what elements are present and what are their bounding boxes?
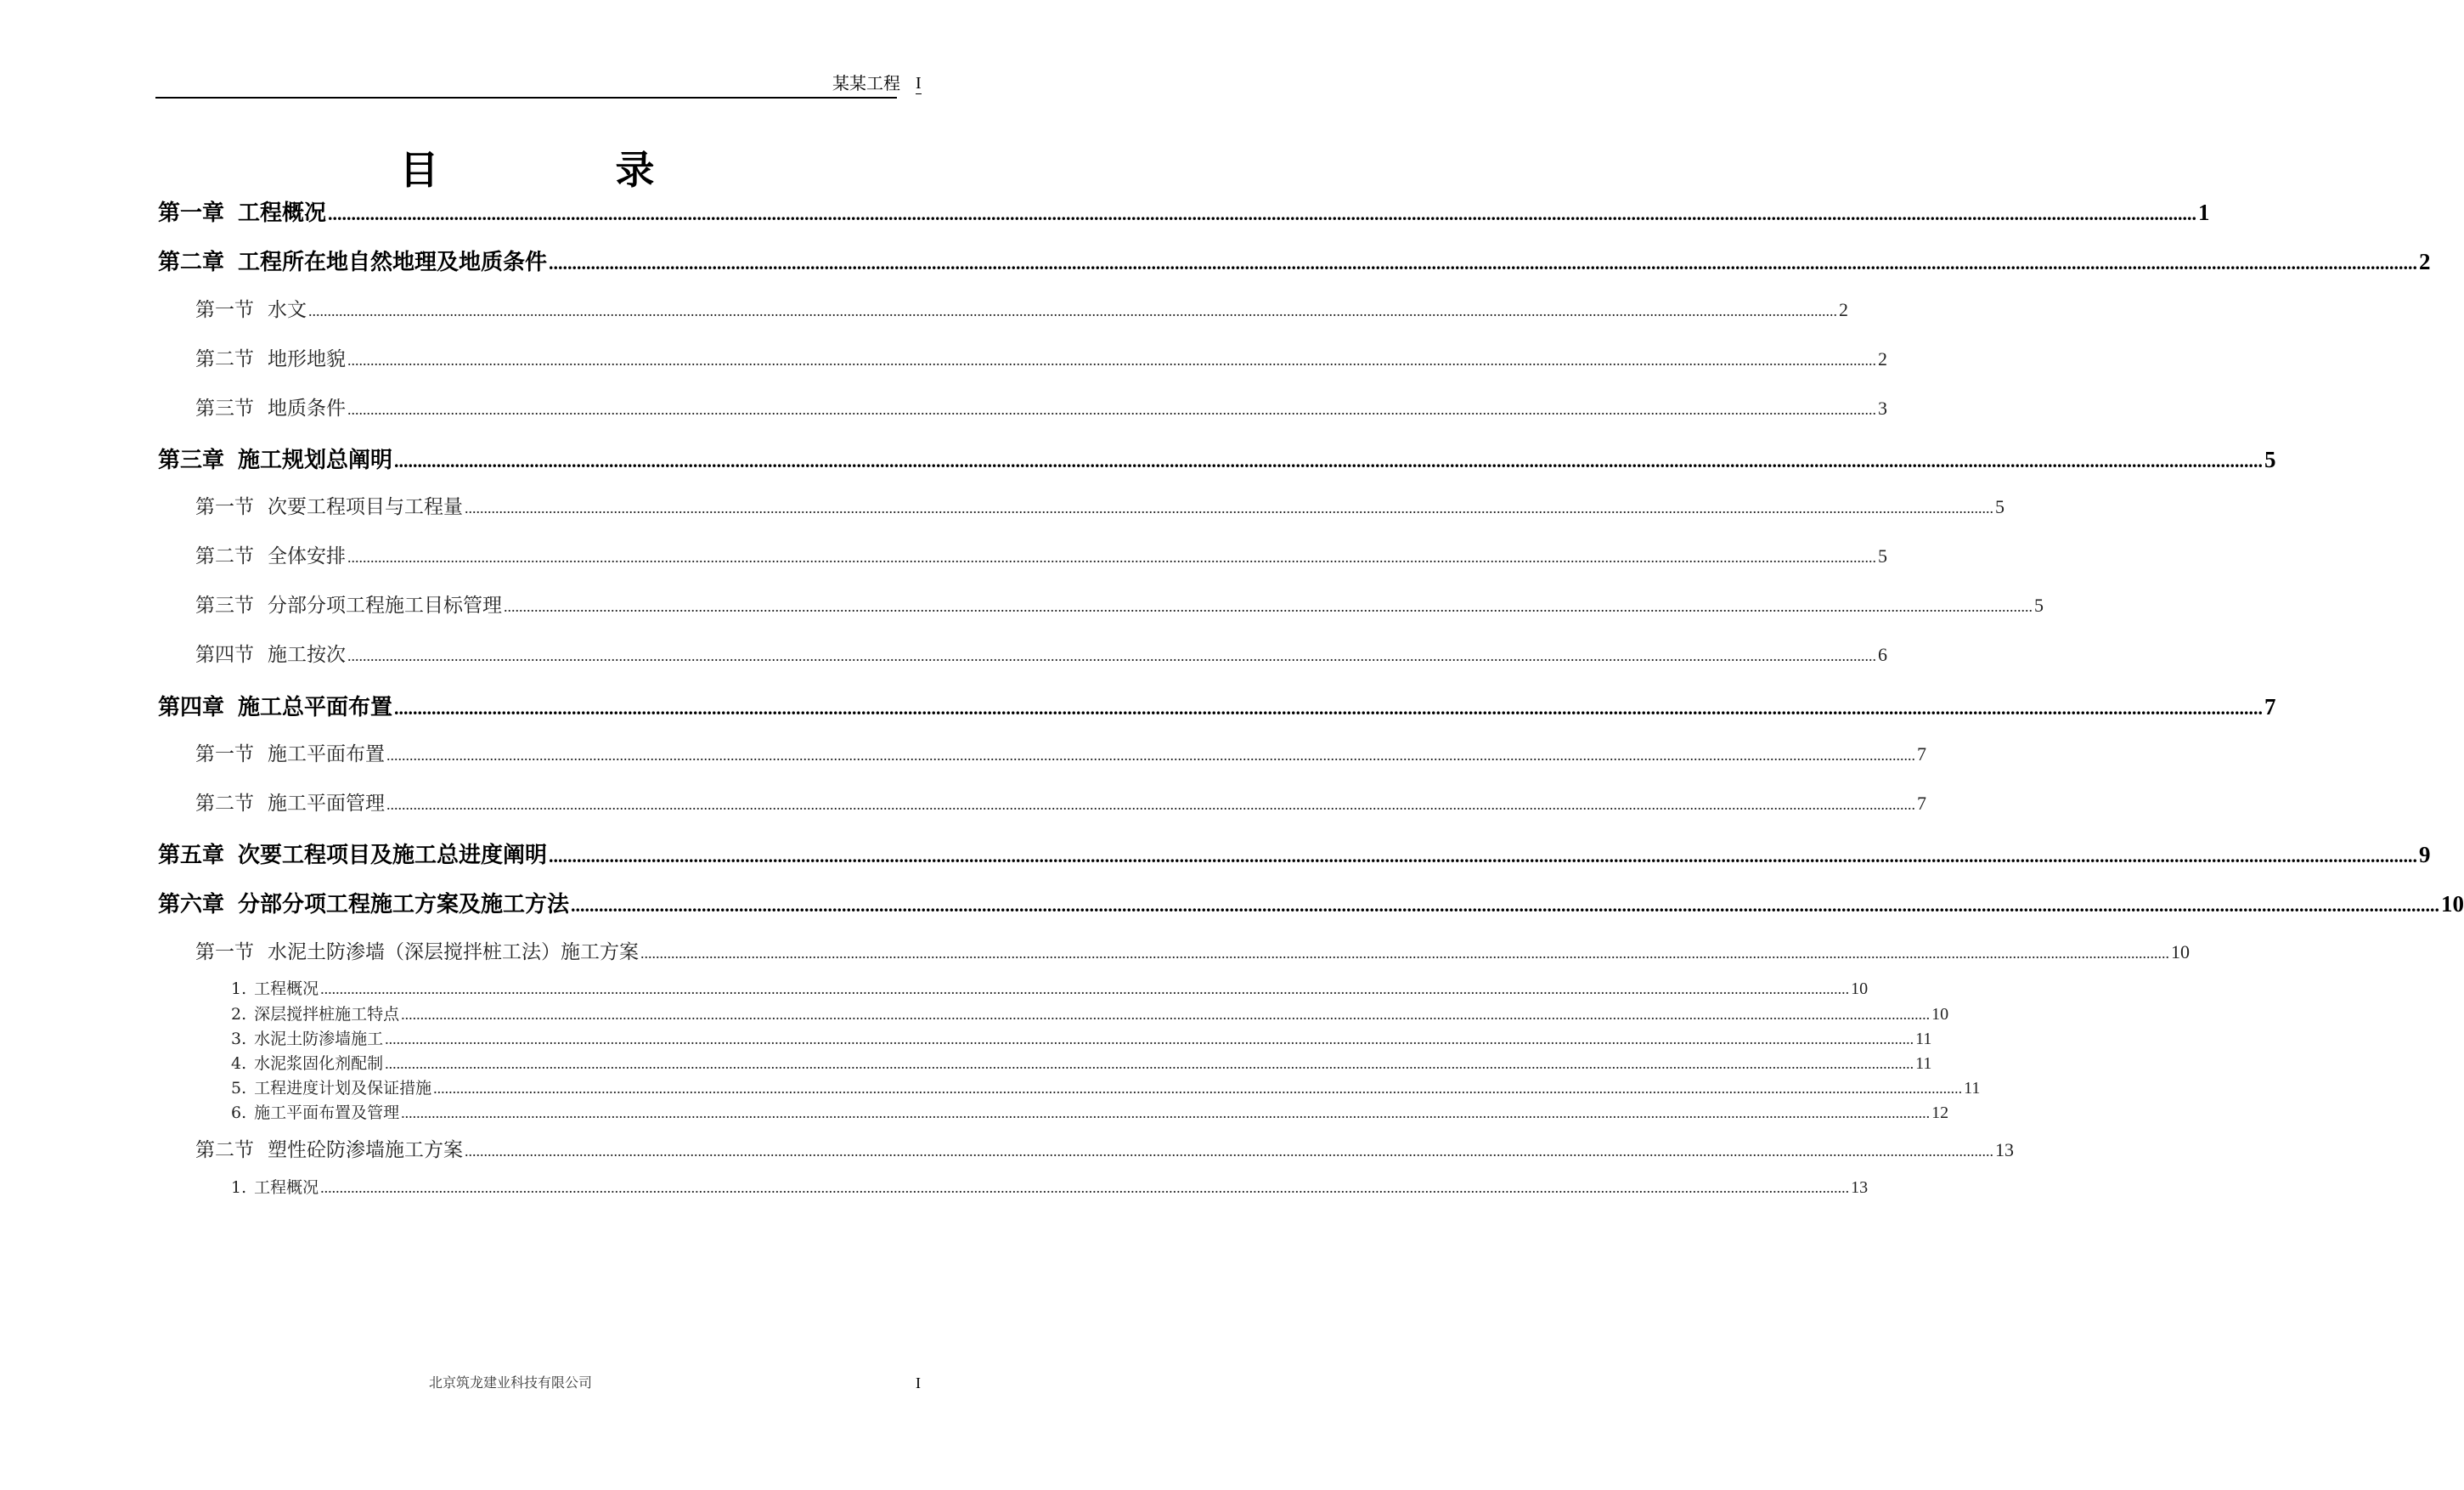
toc-entry-title: 工程进度计划及保证措施 — [254, 1079, 432, 1098]
toc-entry-page-number: 5 — [1995, 496, 2004, 517]
toc-entry-label — [195, 544, 346, 569]
toc-dot-leader: ................................................................................................................................................................................................................................................................................................................................................................................................................ — [386, 796, 1915, 813]
toc-entry-title: 工程概况 — [238, 200, 327, 226]
toc-dot-leader: ................................................................................................................................................................................................................................................................................................................................................................................................................ — [347, 352, 1876, 369]
toc-entry-page-number: 11 — [1915, 1054, 1932, 1073]
toc-entry[interactable] — [158, 692, 2276, 723]
toc-dot-leader: ................................................................................................................................................................................................................................................................................................................................................................................................................ — [433, 1080, 1963, 1097]
toc-entry-page-number: 11 — [1915, 1030, 1932, 1048]
toc-entry-prefix: 第二节 — [195, 348, 254, 370]
toc-entry-title: 地形地貌 — [268, 348, 346, 370]
toc-entry[interactable] — [195, 347, 1887, 373]
toc-entry-page-number: 10 — [2171, 941, 2190, 962]
toc-entry-label — [195, 297, 307, 323]
toc-entry[interactable] — [158, 445, 2276, 476]
toc-entry-prefix: 第二节 — [195, 545, 254, 567]
toc-entry-label — [195, 642, 346, 668]
toc-entry-title: 施工平面管理 — [268, 793, 385, 815]
toc-entry-page-number: 5 — [1878, 545, 1887, 567]
toc-dot-leader: ................................................................................................................................................................................................................................................................................................................................................................................................................ — [401, 1104, 1931, 1121]
toc-entry[interactable] — [195, 494, 2004, 521]
header-title: 某某工程 — [832, 73, 900, 93]
toc-entry-label — [195, 593, 502, 618]
toc-entry-prefix: 第五章 — [158, 843, 225, 868]
footer-page-number: I — [916, 1374, 921, 1391]
toc-entry-prefix: 第三章 — [158, 448, 225, 473]
toc-entry-page-number: 12 — [1931, 1103, 1949, 1122]
toc-entry-page-number: 5 — [2264, 447, 2276, 472]
toc-entry-label — [195, 494, 463, 520]
toc-entry-page-number: 6 — [1878, 644, 1887, 665]
toc-dot-leader: ................................................................................................................................................................................................................................................................................................................................................................................................................ — [640, 945, 2169, 962]
toc-entry-title: 工程所在地自然地理及地质条件 — [238, 250, 548, 275]
toc-entry[interactable] — [158, 198, 2210, 229]
toc-entry-title: 水泥浆固化剂配制 — [254, 1054, 384, 1073]
toc-dot-leader: ................................................................................................................................................................................................................................................................................................................................................................................................................ — [320, 1179, 1850, 1196]
toc-entry-page-number: 11 — [1964, 1079, 1981, 1098]
toc-dot-leader: ................................................................................................................................................................................................................................................................................................................................................................................................................ — [347, 647, 1876, 664]
toc-entry-page-number: 5 — [2034, 595, 2044, 616]
toc-entry-title: 全体安排 — [268, 545, 346, 567]
toc-entry-title: 水泥土防渗墙（深层搅拌桩工法）施工方案 — [268, 941, 639, 963]
toc-entry-label — [158, 446, 392, 475]
toc-entry-title: 施工按次 — [268, 644, 346, 666]
toc-entry-title: 施工平面布置及管理 — [254, 1103, 400, 1122]
toc-entry[interactable] — [231, 1003, 1949, 1025]
toc-dot-leader: ................................................................................................................................................................................................................................................................................................................................................................................................................ — [347, 401, 1876, 418]
toc-entry-prefix: 第四章 — [158, 695, 225, 720]
toc-entry-prefix: 3. — [231, 1030, 247, 1048]
toc-entry-label — [195, 396, 346, 421]
toc-entry-page-number: 7 — [2264, 694, 2276, 720]
toc-entry-label — [158, 248, 547, 277]
toc-entry[interactable] — [231, 1028, 1932, 1050]
toc-entry[interactable] — [158, 889, 2464, 920]
toc-dot-leader: ................................................................................................................................................................................................................................................................................................................................................................................................................ — [385, 1055, 1914, 1072]
toc-entry-prefix: 第一节 — [195, 941, 254, 963]
footer-company: 北京筑龙建业科技有限公司 — [429, 1374, 593, 1391]
page-header — [155, 73, 924, 99]
toc-entry-prefix: 4. — [231, 1054, 247, 1073]
toc-dot-leader: ................................................................................................................................................................................................................................................................................................................................................................................................................ — [328, 203, 2197, 224]
toc-entry-title: 施工总平面布置 — [238, 695, 393, 720]
toc-entry-title: 分部分项工程施工目标管理 — [268, 595, 502, 617]
toc-entry-label — [195, 940, 639, 965]
toc-dot-leader: ................................................................................................................................................................................................................................................................................................................................................................................................................ — [394, 450, 2264, 471]
toc-entry[interactable] — [158, 840, 2431, 871]
toc-entry-label — [231, 978, 319, 1000]
toc-entry[interactable] — [231, 978, 1869, 1000]
toc-entry-page-number: 10 — [1851, 979, 1869, 998]
toc-dot-leader: ................................................................................................................................................................................................................................................................................................................................................................................................................ — [465, 1143, 1993, 1160]
toc-entry[interactable] — [195, 396, 1887, 422]
toc-entry[interactable] — [231, 1053, 1932, 1075]
toc-entry-prefix: 第二节 — [195, 1139, 254, 1161]
toc-entry-label — [231, 1053, 383, 1075]
toc-dot-leader: ................................................................................................................................................................................................................................................................................................................................................................................................................ — [571, 895, 2440, 916]
toc-dot-leader: ................................................................................................................................................................................................................................................................................................................................................................................................................ — [386, 747, 1915, 764]
toc-entry[interactable] — [158, 247, 2431, 278]
toc-entry-label — [195, 791, 385, 816]
toc-entry-page-number: 2 — [1878, 348, 1887, 370]
toc-entry-prefix: 第二节 — [195, 793, 254, 815]
toc-entry-label — [231, 1028, 383, 1050]
toc-entry-prefix: 5. — [231, 1079, 247, 1098]
toc-entry-label — [195, 347, 346, 372]
toc-entry-title: 水文 — [268, 299, 307, 321]
toc-entry-page-number: 2 — [1839, 299, 1848, 320]
toc-entry-title: 施工规划总阐明 — [238, 448, 393, 473]
toc-entry[interactable] — [195, 940, 2190, 966]
toc-entry-label — [195, 742, 385, 767]
toc-entry-prefix: 第一节 — [195, 743, 254, 765]
toc-dot-leader: ................................................................................................................................................................................................................................................................................................................................................................................................................ — [320, 980, 1850, 997]
toc-entry[interactable] — [231, 1177, 1869, 1199]
toc-entry-label — [231, 1003, 399, 1025]
toc-entry-page-number: 7 — [1917, 793, 1926, 814]
toc-entry-title: 次要工程项目与工程量 — [268, 496, 463, 518]
toc-entry[interactable] — [195, 544, 1887, 570]
toc-dot-leader: ................................................................................................................................................................................................................................................................................................................................................................................................................ — [385, 1030, 1914, 1047]
toc-entry-title: 工程概况 — [254, 1178, 319, 1197]
toc-entry-page-number: 7 — [1917, 743, 1926, 765]
toc-entry-page-number: 13 — [1995, 1139, 2014, 1160]
toc-entry[interactable] — [231, 1102, 1949, 1124]
toc-entry-prefix: 第三节 — [195, 398, 254, 420]
toc-entry-title: 深层搅拌桩施工特点 — [254, 1005, 400, 1024]
toc-entry-title: 工程概况 — [254, 979, 319, 998]
toc-entry-label — [231, 1177, 319, 1199]
toc-entry-prefix: 1. — [231, 1178, 247, 1197]
toc-dot-leader: ................................................................................................................................................................................................................................................................................................................................................................................................................ — [401, 1006, 1931, 1023]
toc-entry-label — [195, 1137, 463, 1163]
toc-entry-label — [158, 693, 392, 722]
toc-entry-prefix: 1. — [231, 979, 247, 998]
toc-dot-leader: ................................................................................................................................................................................................................................................................................................................................................................................................................ — [549, 845, 2418, 866]
toc-dot-leader: ................................................................................................................................................................................................................................................................................................................................................................................................................ — [394, 697, 2264, 719]
toc-entry[interactable] — [195, 642, 1887, 669]
toc-entry[interactable] — [195, 1137, 2014, 1164]
toc-entry-page-number: 10 — [2441, 891, 2464, 917]
toc-entry-prefix: 第二章 — [158, 250, 225, 275]
page-footer — [0, 1374, 1054, 1397]
toc-entry-prefix: 第四节 — [195, 644, 254, 666]
toc-title: 目 录 — [399, 147, 736, 193]
toc-dot-leader: ................................................................................................................................................................................................................................................................................................................................................................................................................ — [347, 549, 1876, 566]
toc-entry-label — [158, 890, 569, 919]
toc-entry-prefix: 6. — [231, 1103, 247, 1122]
toc-entry[interactable] — [195, 742, 1926, 768]
toc-entry-title: 分部分项工程施工方案及施工方法 — [238, 892, 570, 917]
toc-entry-label — [231, 1077, 431, 1099]
toc-entry-label — [158, 199, 326, 228]
toc-entry-page-number: 10 — [1931, 1005, 1949, 1024]
toc-entry-prefix: 第一节 — [195, 299, 254, 321]
header-rule — [155, 97, 897, 99]
toc-entry-page-number: 2 — [2419, 249, 2431, 274]
toc-dot-leader: ................................................................................................................................................................................................................................................................................................................................................................................................................ — [308, 302, 1837, 319]
toc-entry-prefix: 第一章 — [158, 200, 225, 226]
toc-entry[interactable] — [195, 297, 1848, 324]
toc-entry[interactable] — [195, 791, 1926, 817]
toc-entry-title: 地质条件 — [268, 398, 346, 420]
toc-entry[interactable] — [195, 593, 2044, 619]
toc-entry-prefix: 第六章 — [158, 892, 225, 917]
toc-entry[interactable] — [231, 1077, 1981, 1099]
toc-entry-page-number: 1 — [2198, 200, 2210, 225]
toc-entry-label — [231, 1102, 399, 1124]
toc-dot-leader: ................................................................................................................................................................................................................................................................................................................................................................................................................ — [549, 252, 2418, 274]
toc-entry-title: 施工平面布置 — [268, 743, 385, 765]
header-page-number: I — [916, 74, 922, 93]
toc-entry-page-number: 9 — [2419, 842, 2431, 867]
toc-dot-leader: ................................................................................................................................................................................................................................................................................................................................................................................................................ — [504, 598, 2033, 615]
toc-entry-label — [158, 841, 547, 870]
toc-entry-prefix: 第三节 — [195, 595, 254, 617]
toc-entry-prefix: 2. — [231, 1005, 247, 1024]
toc-entry-title: 塑性砼防渗墙施工方案 — [268, 1139, 463, 1161]
toc-entry-page-number: 13 — [1851, 1178, 1869, 1197]
toc-entry-prefix: 第一节 — [195, 496, 254, 518]
toc-entry-title: 水泥土防渗墙施工 — [254, 1030, 384, 1048]
toc-entry-page-number: 3 — [1878, 398, 1887, 419]
toc-dot-leader: ................................................................................................................................................................................................................................................................................................................................................................................................................ — [465, 499, 1993, 516]
toc-entry-title: 次要工程项目及施工总进度阐明 — [238, 843, 548, 868]
